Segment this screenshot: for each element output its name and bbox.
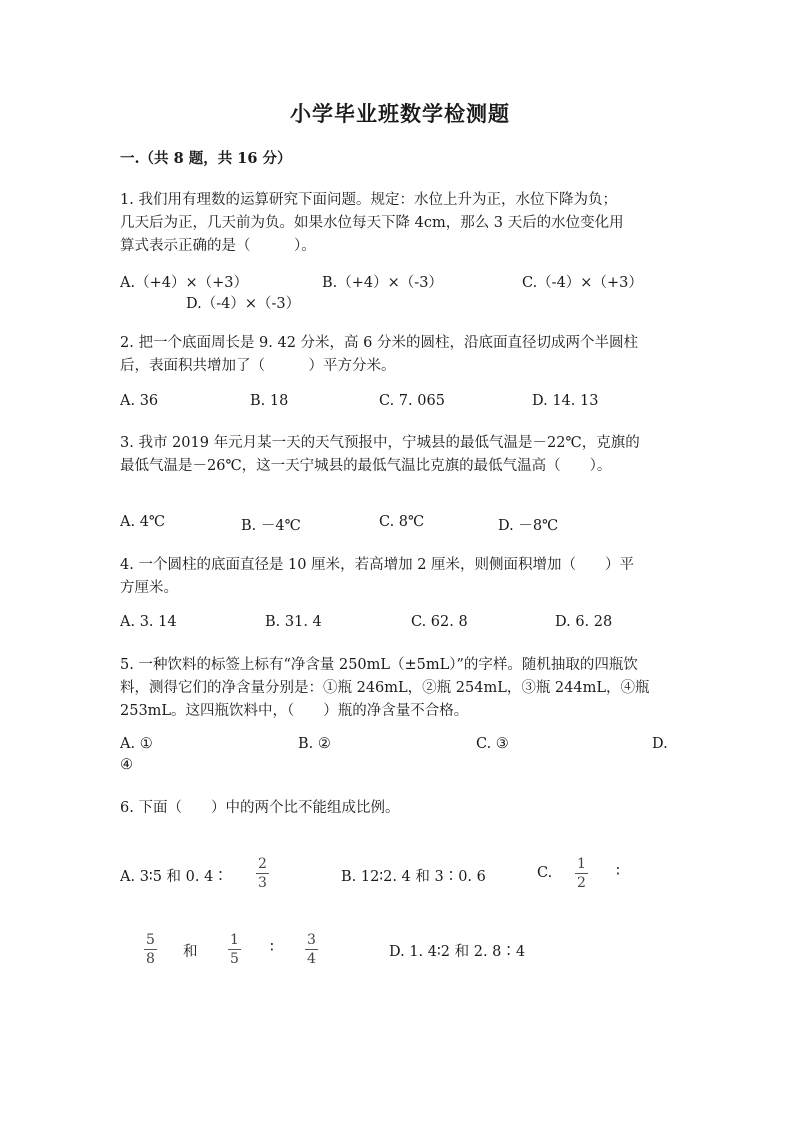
q6-option-c-label: C. bbox=[537, 865, 553, 881]
q3-option-c: C. 8℃ bbox=[379, 514, 425, 530]
q6-option-c-fraction bbox=[575, 856, 588, 891]
fraction-bar bbox=[228, 949, 241, 950]
q2-line-1: 2. 把一个底面周长是 9. 42 分米，高 6 分米的圆柱，沿底面直径切成两个半圆柱 bbox=[120, 335, 638, 351]
q3-line-2: 最低气温是－26℃，这一天宁城县的最低气温比克旗的最低气温高（ ）。 bbox=[120, 458, 612, 474]
q3-line-1: 3. 我市 2019 年元月某一天的天气预报中，宁城县的最低气温是－22℃，克旗的 bbox=[120, 435, 640, 451]
q5-line-1: 5. 一种饮料的标签上标有“净含量 250mL（±5mL）”的字样。随机抽取的四瓶饮 bbox=[120, 657, 638, 673]
fraction-bar bbox=[575, 873, 588, 874]
q6-line-1: 6. 下面（ ）中的两个比不能组成比例。 bbox=[120, 800, 400, 816]
q4-option-b: B. 31. 4 bbox=[265, 614, 322, 630]
q1-option-b: B.（+4）×（-3） bbox=[322, 275, 443, 291]
fraction-bar bbox=[256, 873, 269, 874]
page-title: 小学毕业班数学检测题 bbox=[290, 101, 510, 126]
q3-option-b: B. －4℃ bbox=[241, 518, 301, 534]
fraction-numerator: 1 bbox=[230, 932, 239, 948]
q1-line-2: 几天后为正，几天前为负。如果水位每天下降 4cm，那么 3 天后的水位变化用 bbox=[120, 215, 624, 231]
q4-option-d: D. 6. 28 bbox=[555, 614, 613, 630]
fraction-denominator: 3 bbox=[258, 875, 267, 891]
q4-line-1: 4. 一个圆柱的底面直径是 10 厘米，若高增加 2 厘米，则侧面积增加（ ）平 bbox=[120, 557, 635, 573]
q5-option-b: B. ② bbox=[298, 736, 331, 752]
q1-option-d: D.（-4）×（-3） bbox=[186, 296, 301, 312]
fraction-denominator: 8 bbox=[146, 951, 155, 967]
q6-option-a-text: A. 3∶5 和 0. 4∶ bbox=[120, 869, 228, 885]
fraction-denominator: 5 bbox=[230, 951, 239, 967]
q2-option-a: A. 36 bbox=[120, 393, 159, 409]
section-heading: 一.（共 8 题，共 16 分） bbox=[120, 150, 292, 167]
q3-option-a: A. 4℃ bbox=[120, 514, 166, 530]
q4-option-c: C. 62. 8 bbox=[411, 614, 468, 630]
q4-line-2: 方厘米。 bbox=[120, 580, 178, 596]
fraction-numerator: 1 bbox=[577, 856, 586, 872]
fraction-bar bbox=[144, 949, 157, 950]
q1-line-3: 算式表示正确的是（ ）。 bbox=[120, 238, 316, 254]
q2-option-c: C. 7. 065 bbox=[379, 393, 445, 409]
q5-option-d-value: ④ bbox=[120, 757, 133, 773]
q5-option-a: A. ① bbox=[120, 736, 153, 752]
q6-option-c-fraction-3 bbox=[228, 932, 241, 967]
q6-option-c-fraction-2 bbox=[144, 932, 157, 967]
q5-line-2: 料，测得它们的净含量分别是：①瓶 246mL，②瓶 254mL，③瓶 244mL，④瓶 bbox=[120, 680, 650, 696]
q2-option-d: D. 14. 13 bbox=[532, 393, 599, 409]
q6-option-c-colon-2: ∶ bbox=[270, 940, 274, 956]
q6-option-b: B. 12∶2. 4 和 3∶0. 6 bbox=[341, 869, 486, 885]
q2-line-2: 后，表面积共增加了（ ）平方分米。 bbox=[120, 358, 396, 374]
q6-option-a-fraction bbox=[256, 856, 269, 891]
fraction-bar bbox=[305, 949, 318, 950]
fraction-numerator: 3 bbox=[307, 932, 316, 948]
q1-line-1: 1. 我们用有理数的运算研究下面问题。规定：水位上升为正，水位下降为负； bbox=[120, 192, 617, 208]
fraction-denominator: 2 bbox=[577, 875, 586, 891]
q6-option-c-colon: ∶ bbox=[616, 864, 620, 880]
q5-option-d-label: D. bbox=[652, 736, 668, 752]
q4-option-a: A. 3. 14 bbox=[120, 614, 177, 630]
q1-option-a: A.（+4）×（+3） bbox=[120, 275, 248, 291]
fraction-denominator: 4 bbox=[307, 951, 316, 967]
q6-option-c-and: 和 bbox=[183, 944, 198, 960]
q1-option-c: C.（-4）×（+3） bbox=[522, 275, 643, 291]
fraction-numerator: 2 bbox=[258, 856, 267, 872]
q3-option-d: D. －8℃ bbox=[498, 518, 559, 534]
q6-option-d: D. 1. 4∶2 和 2. 8∶4 bbox=[389, 944, 526, 960]
q2-option-b: B. 18 bbox=[250, 393, 289, 409]
q6-option-c-fraction-4 bbox=[305, 932, 318, 967]
fraction-numerator: 5 bbox=[146, 932, 155, 948]
q5-option-c: C. ③ bbox=[476, 736, 509, 752]
q5-line-3: 253mL。这四瓶饮料中，（ ）瓶的净含量不合格。 bbox=[120, 703, 469, 719]
